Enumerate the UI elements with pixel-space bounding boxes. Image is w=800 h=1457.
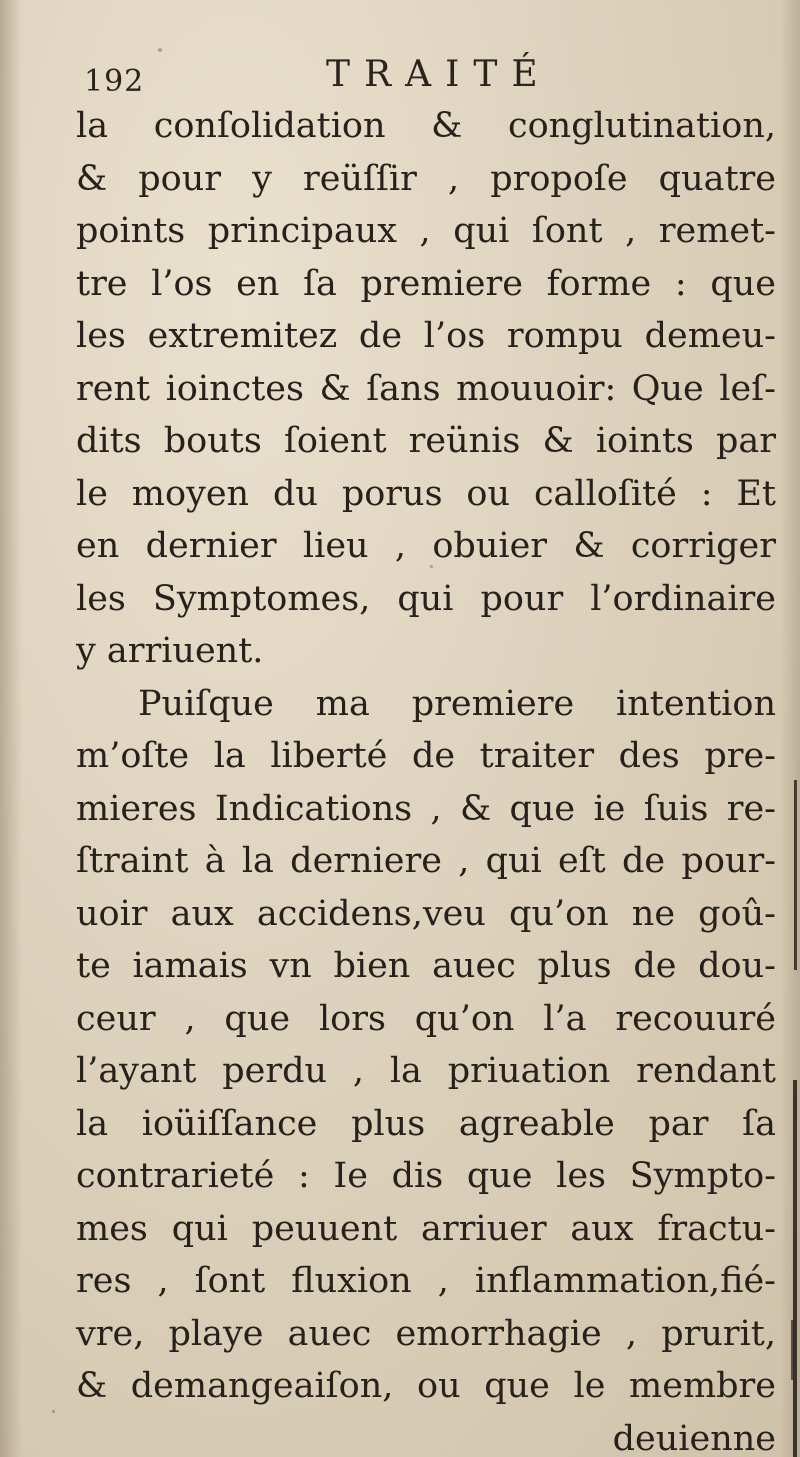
text-line: ſtraint à la derniere , qui eſt de pour- [76,841,776,881]
text-line: contrarieté : Ie dis que les Sympto- [76,1156,776,1196]
page-edge-mark [794,780,797,970]
text-line: le moyen du porus ou calloſité : Et [76,473,776,514]
page-number: 192 [84,64,145,99]
page-gutter-shadow [0,0,22,1457]
page-edge-mark [791,1320,794,1380]
page-header [84,52,784,102]
text-line: te iamais vn bien auec plus de dou- [76,946,776,986]
catchword: deuienne [612,1418,776,1457]
text-line: l’ayant perdu , la priuation rendant [76,1051,776,1091]
text-line: rent ioinctes & ſans mouuoir: Que leſ- [76,368,776,409]
text-line: ceur , que lors qu’on l’a recouuré [76,998,776,1039]
text-line: les extremitez de l’os rompu demeu- [76,316,776,356]
text-line: m’oſte la liberté de traiter des pre- [76,736,776,776]
text-line: dits bouts ſoient reünis & ioints par [76,421,776,461]
text-line: mes qui peuuent arriuer aux fractu- [76,1208,776,1249]
running-head: TRAITÉ [326,54,552,95]
text-line: mieres Indications , & que ie ſuis re- [76,788,776,829]
text-line: uoir aux accidens,veu qu’on ne goû- [76,893,776,934]
text-line: res , ſont fluxion , inflammation,fié- [76,1261,776,1301]
text-line: vre, playe auec emorrhagie , prurit, [76,1313,776,1354]
text-line: & demangeaiſon, ou que le membre [76,1366,776,1406]
text-line: la conſolidation & conglutination, [76,106,776,146]
ink-speck [52,1410,55,1413]
text-line: en dernier lieu , obuier & corriger [76,526,776,566]
text-line: points principaux , qui ſont , remet- [76,211,776,251]
text-line-paragraph-start: Puiſque ma premiere intention [138,683,776,724]
text-line: tre l’os en ſa premiere forme : que [76,263,776,304]
text-line: les Symptomes, qui pour l’ordinaire [76,578,776,619]
page-edge-mark [793,1080,797,1457]
text-line: la ioüiſſance plus agreable par ſa [76,1103,776,1144]
body-text [76,100,776,1457]
page-edge-shadow [780,0,800,1457]
text-line: & pour y reüſſir , propoſe quatre [76,158,776,199]
text-line-paragraph-end: y arriuent. [76,631,264,671]
